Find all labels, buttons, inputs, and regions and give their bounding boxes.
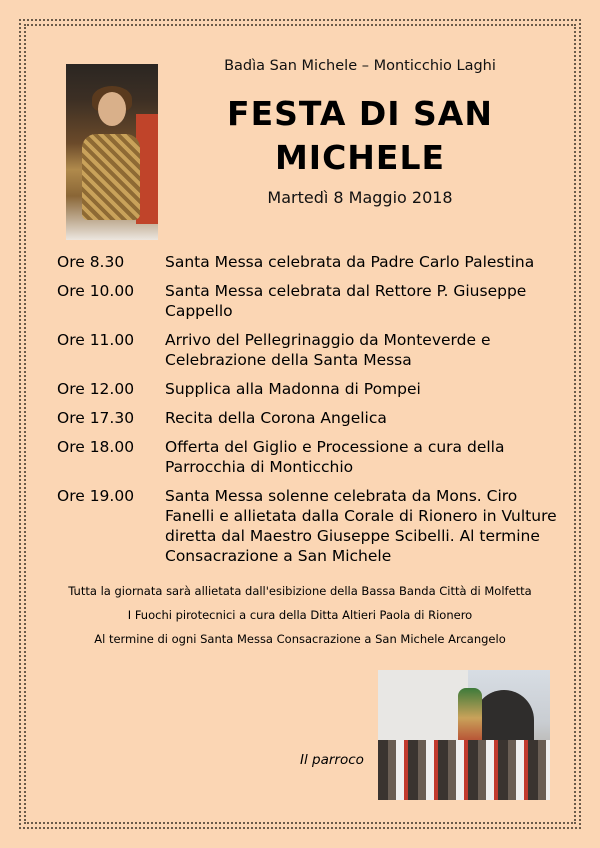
- schedule-time: Ore 18.00: [57, 438, 135, 456]
- page-title: FESTA DI SAN MICHELE: [227, 94, 493, 177]
- schedule-time: Ore 12.00: [57, 380, 135, 398]
- schedule-list: [57, 252, 557, 575]
- schedule-time: Ore 11.00: [57, 331, 135, 349]
- schedule-event: Santa Messa solenne celebrata da Mons. Ciro Fanelli e allietata dalla Corale di Rionero in Vulture diretta dal Maestro Giuseppe Scibelli. Al termine Consacrazione a San Michele: [165, 487, 557, 565]
- schedule-event: Santa Messa celebrata da Padre Carlo Palestina: [165, 253, 535, 271]
- schedule-row: [57, 252, 557, 272]
- schedule-row: [57, 330, 557, 370]
- schedule-time: Ore 8.30: [57, 253, 125, 271]
- schedule-row: [57, 379, 557, 399]
- event-date: Martedì 8 Maggio 2018: [267, 188, 453, 207]
- photo-statue: [458, 688, 482, 748]
- note-consecration: Al termine di ogni Santa Messa Consacrazione a San Michele Arcangelo: [94, 632, 506, 646]
- schedule-time: Ore 10.00: [57, 282, 135, 300]
- note-fireworks: I Fuochi pirotecnici a cura della Ditta Altieri Paola di Rionero: [127, 608, 473, 622]
- statue-head: [98, 92, 126, 126]
- statue-armor: [82, 134, 140, 220]
- schedule-event: Recita della Corona Angelica: [165, 409, 387, 427]
- schedule-time: Ore 17.30: [57, 409, 135, 427]
- note-band: Tutta la giornata sarà allietata dall'esibizione della Bassa Banda Città di Molfetta: [68, 584, 532, 598]
- photo-crowd: [378, 740, 550, 800]
- schedule-event: Offerta del Giglio e Processione a cura della Parrocchia di Monticchio: [165, 438, 505, 476]
- notes-section: [40, 584, 560, 656]
- schedule-event: Santa Messa celebrata dal Rettore P. Giuseppe Cappello: [165, 282, 527, 320]
- schedule-row: [57, 437, 557, 477]
- schedule-event: Supplica alla Madonna di Pompei: [165, 380, 421, 398]
- saint-michael-statue-image: [66, 64, 158, 240]
- photo-building: [378, 670, 468, 740]
- schedule-event: Arrivo del Pellegrinaggio da Monteverde e Celebrazione della Santa Messa: [165, 331, 491, 369]
- schedule-time: Ore 19.00: [57, 487, 135, 505]
- procession-photo: [378, 670, 550, 800]
- location-subtitle: Badìa San Michele – Monticchio Laghi: [224, 58, 496, 74]
- schedule-row: [57, 281, 557, 321]
- schedule-row: [57, 486, 557, 566]
- signature: Il parroco: [300, 752, 364, 768]
- schedule-row: [57, 408, 557, 428]
